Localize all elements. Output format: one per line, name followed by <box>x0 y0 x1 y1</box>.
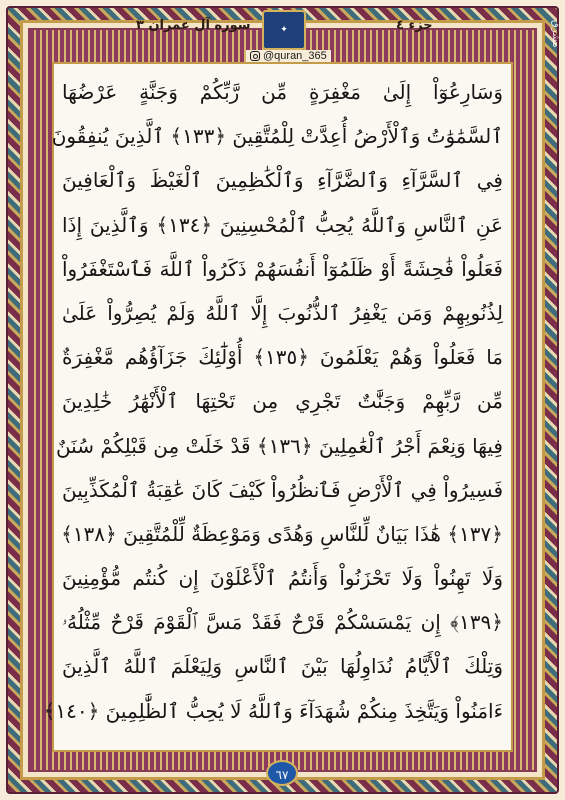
verse-line: فَسِيرُواْ فِي ٱلْأَرْضِ فَٱنظُرُواْ كَيْفَ كَانَ عَٰقِبَةُ ٱلْمُكَذِّبِينَ <box>62 477 503 502</box>
verse-line: ٱلسَّمَٰوَٰتُ وَٱلْأَرْضُ أُعِدَّتْ لِلْمُتَّقِينَ ﴿١٣٣﴾ ٱلَّذِينَ يُنفِقُونَ <box>51 124 503 149</box>
verse-line: وَلَا تَهِنُواْ وَلَا تَحْزَنُواْ وَأَنتُمُ ٱلْأَعْلَوْنَ إِن كُنتُم مُّؤْمِنِينَ <box>62 566 503 591</box>
juz-label: جزء ٤ <box>396 18 433 33</box>
verse-line: فِيهَا وَنِعْمَ أَجْرُ ٱلْعَٰمِلِينَ ﴿١٣٦﴾ قَدْ خَلَتْ مِن قَبْلِكُمْ سُنَنٌ <box>55 433 503 458</box>
verse-line: مَا فَعَلُواْ وَهُمْ يَعْلَمُونَ ﴿١٣٥﴾ أُوْلَٰٓئِكَ جَزَآؤُهُم مَّغْفِرَةٌ <box>62 345 504 370</box>
verse-lines <box>43 70 504 733</box>
verse-line: وَسَارِعُوٓاْ إِلَىٰ مَغْفِرَةٍ مِّن رَّبِّكُمْ وَجَنَّةٍ عَرْضُهَا <box>62 80 503 104</box>
verse-line: ﴿١٣٩﴾ إِن يَمْسَسْكُمْ قَرْحٌ فَقَدْ مَسَّ ٱلْقَوْمَ قَرْحٌ مِّثْلُهُۥ <box>62 610 503 635</box>
verse-line: ءَامَنُواْ وَيَتَّخِذَ مِنكُمْ شُهَدَآءَ وَٱللَّهُ لَا يُحِبُّ ٱلظَّٰلِمِينَ ﴿١٤٠﴾ <box>43 698 503 723</box>
page-number: ٦٧ <box>266 760 298 786</box>
verse-line: ﴿١٣٧﴾ هَٰذَا بَيَانٌ لِّلنَّاسِ وَهُدًى وَمَوْعِظَةٌ لِّلْمُتَّقِينَ ﴿١٣٨﴾ <box>61 521 503 546</box>
handle-text: @quran_365 <box>263 50 327 62</box>
surah-label: سوره آل عمران ٣ <box>136 18 251 33</box>
page-header <box>36 8 529 64</box>
verse-line: فِي ٱلسَّرَّآءِ وَٱلضَّرَّآءِ وَٱلْكَٰظِمِينَ ٱلْغَيْظَ وَٱلْعَافِينَ <box>62 168 503 193</box>
verse-line: وَتِلْكَ ٱلْأَيَّامُ نُدَاوِلُهَا بَيْنَ ٱلنَّاسِ وَلِيَعْلَمَ ٱللَّهُ ٱلَّذِينَ <box>62 654 503 679</box>
verse-line: لِذُنُوبِهِمْ وَمَن يَغْفِرُ ٱلذُّنُوبَ إِلَّا ٱللَّهُ وَلَمْ يُصِرُّواْ عَلَىٰ <box>62 300 503 325</box>
watermark: مشرق <box>550 20 561 48</box>
social-handle <box>246 50 331 62</box>
quran-logo-icon: ✦ <box>262 10 306 50</box>
instagram-icon <box>250 51 260 61</box>
verse-line: عَنِ ٱلنَّاسِ وَٱللَّهُ يُحِبُّ ٱلْمُحْسِنِينَ ﴿١٣٤﴾ وَٱلَّذِينَ إِذَا <box>62 212 503 237</box>
verse-line: فَعَلُواْ فَٰحِشَةً أَوْ ظَلَمُوٓاْ أَنفُسَهُمْ ذَكَرُواْ ٱللَّهَ فَٱسْتَغْفَرُواْ <box>62 256 503 281</box>
verse-line: مِّن رَّبِّهِمْ وَجَنَّٰتٌ تَجْرِي مِن تَحْتِهَا ٱلْأَنْهَٰرُ خَٰلِدِينَ <box>62 389 503 414</box>
